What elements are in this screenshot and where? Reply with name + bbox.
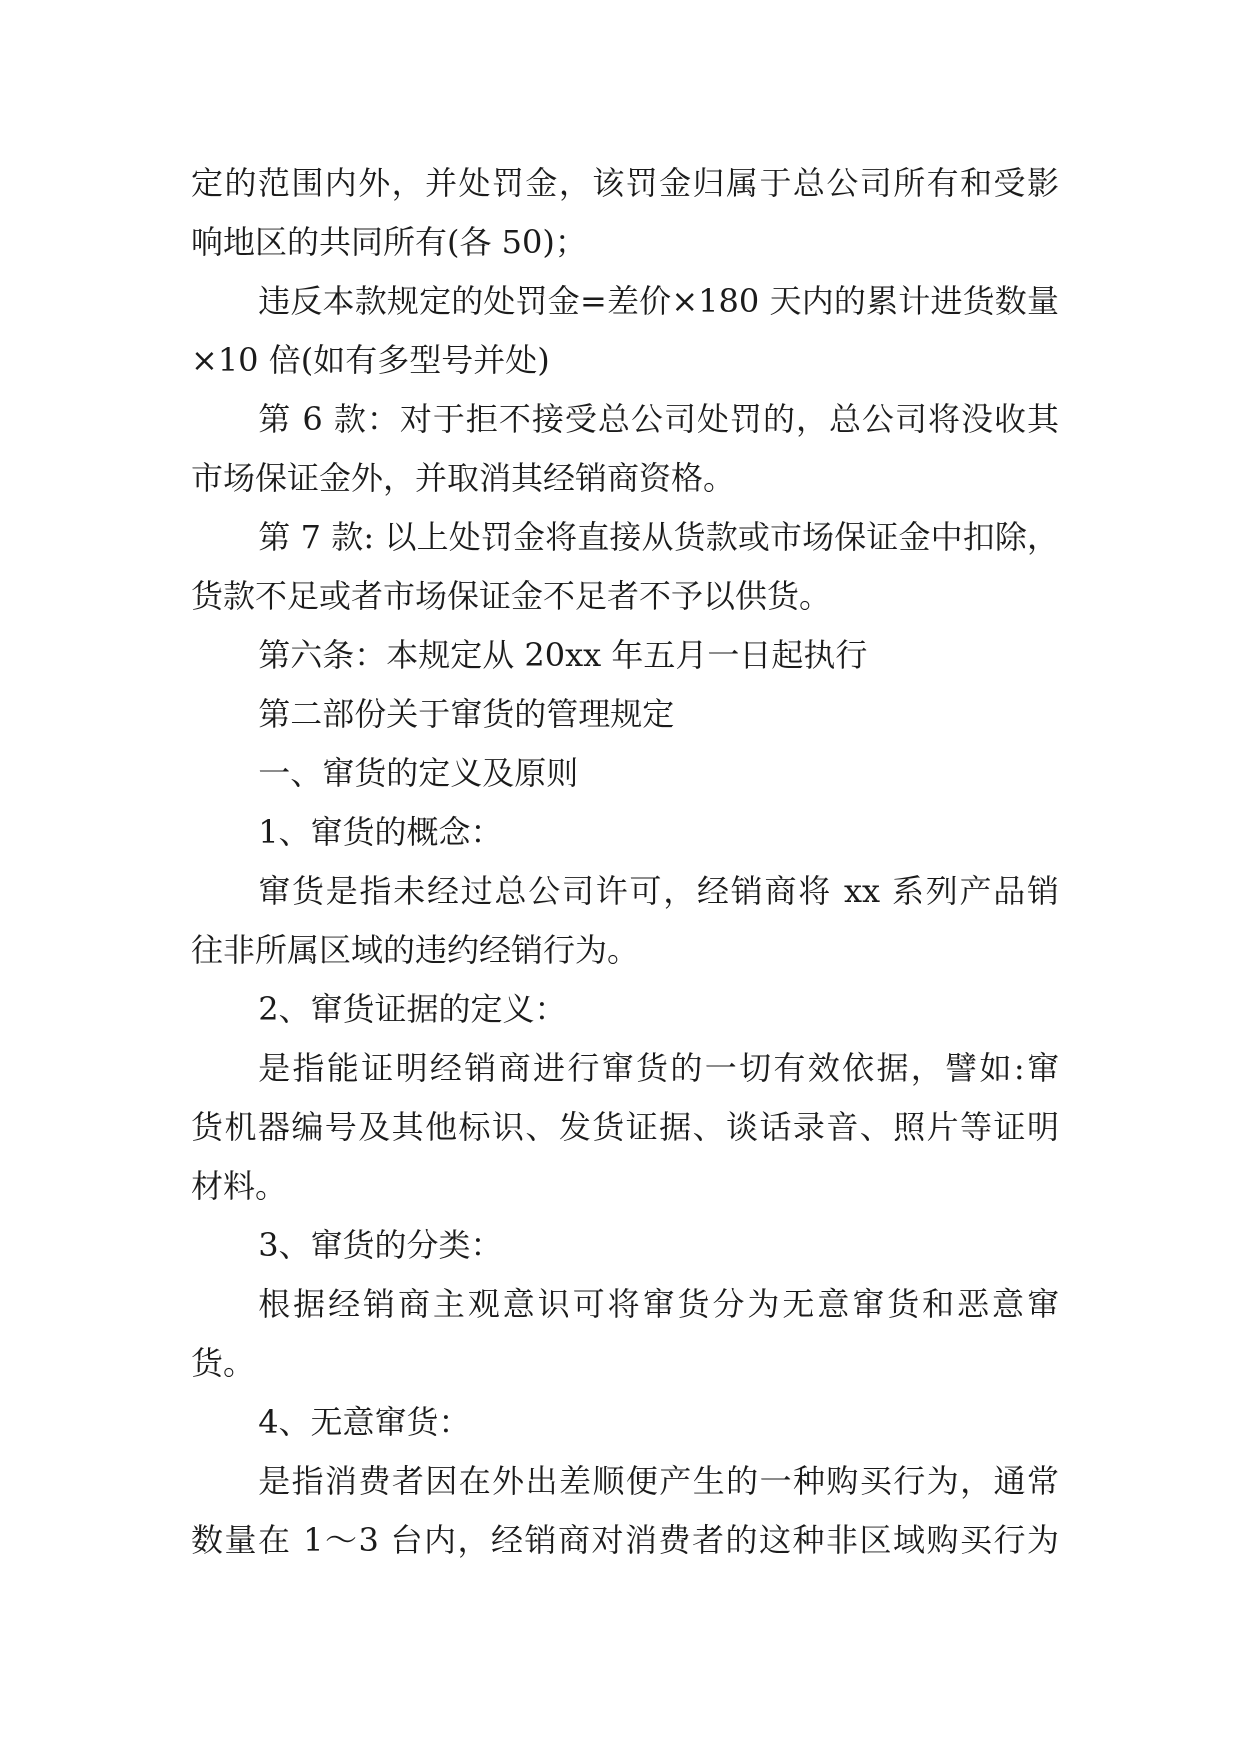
text-line: 定的范围内外，并处罚金，该罚金归属于总公司所有和受影 <box>191 164 1059 202</box>
text-line: 窜货是指未经过总公司许可，经销商将 xx 系列产品销 <box>258 872 1059 910</box>
text-line: 违反本款规定的处罚金=差价×180 天内的累计进货数量 <box>258 282 1059 320</box>
subsection-heading <box>191 980 1059 1039</box>
text-line: 响地区的共同所有(各 50)； <box>191 223 587 261</box>
paragraph <box>191 390 1059 508</box>
document-body <box>191 154 1059 1570</box>
text-line: 货。 <box>191 1344 256 1382</box>
paragraph <box>191 1275 1059 1393</box>
section-heading <box>191 744 1059 803</box>
paragraph <box>191 508 1059 626</box>
paragraph <box>191 626 1059 685</box>
text-line: 数量在 1～3 台内，经销商对消费者的这种非区域购买行为 <box>191 1521 1059 1559</box>
paragraph <box>191 1039 1059 1216</box>
paragraph <box>191 862 1059 980</box>
text-line: 1、窜货的概念： <box>258 813 503 851</box>
text-line: 货机器编号及其他标识、发货证据、谈话录音、照片等证明 <box>191 1108 1059 1146</box>
text-line: 材料。 <box>191 1167 288 1205</box>
text-line: 4、无意窜货： <box>258 1403 471 1441</box>
text-line: 3、窜货的分类： <box>258 1226 503 1264</box>
text-line: 一、窜货的定义及原则 <box>258 754 579 792</box>
text-line: 第六条：本规定从 20xx 年五月一日起执行 <box>258 636 868 674</box>
text-line: ×10 倍(如有多型号并处) <box>191 341 550 379</box>
paragraph <box>191 154 1059 272</box>
text-line: 货款不足或者市场保证金不足者不予以供货。 <box>191 577 832 615</box>
text-line: 第 6 款：对于拒不接受总公司处罚的，总公司将没收其 <box>258 400 1059 438</box>
text-line: 往非所属区域的违约经销行为。 <box>191 931 640 969</box>
text-line: 第二部份关于窜货的管理规定 <box>258 695 675 733</box>
subsection-heading <box>191 803 1059 862</box>
text-line: 根据经销商主观意识可将窜货分为无意窜货和恶意窜 <box>258 1285 1059 1323</box>
subsection-heading <box>191 1393 1059 1452</box>
text-line: 是指能证明经销商进行窜货的一切有效依据，譬如:窜 <box>258 1049 1059 1087</box>
text-line: 市场保证金外，并取消其经销商资格。 <box>191 459 736 497</box>
paragraph <box>191 1452 1059 1570</box>
text-line: 第 7 款: 以上处罚金将直接从货款或市场保证金中扣除， <box>258 518 1059 556</box>
paragraph <box>191 272 1059 390</box>
text-line: 是指消费者因在外出差顺便产生的一种购买行为，通常 <box>258 1462 1059 1500</box>
section-heading <box>191 685 1059 744</box>
subsection-heading <box>191 1216 1059 1275</box>
text-line: 2、窜货证据的定义： <box>258 990 567 1028</box>
